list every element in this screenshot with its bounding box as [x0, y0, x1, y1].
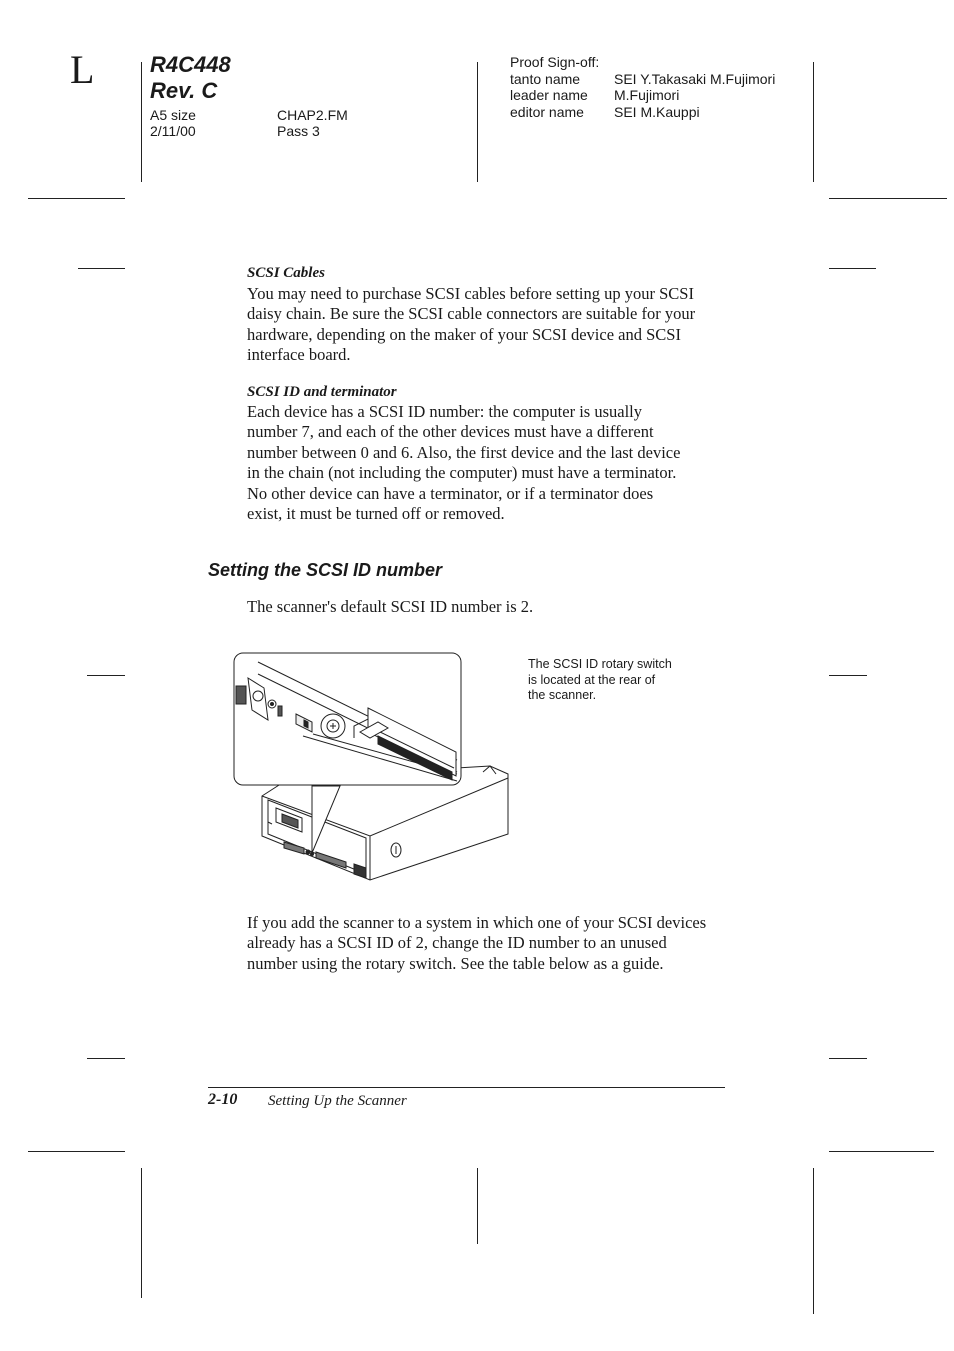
crop-mark-bottom-right-h: [829, 1151, 934, 1152]
doc-size: A5 size: [150, 107, 196, 123]
text-line: You may need to purchase SCSI cables before setting up your SCSI: [247, 284, 694, 303]
doc-code-line2: Rev. C: [150, 78, 218, 103]
proof-row-tanto: [510, 71, 775, 87]
caption-line: The SCSI ID rotary switch: [528, 657, 672, 671]
text-line: in the chain (not including the computer) must have a terminator.: [247, 463, 677, 483]
corner-letter: L: [70, 47, 95, 92]
text-line: If you add the scanner to a system in which one of your SCSI devices: [247, 913, 707, 932]
text-line: Each device has a SCSI ID number: the computer is usually: [247, 402, 642, 421]
text-line: number using the rotary switch. See the table below as a guide.: [247, 953, 664, 973]
crop-mark-bottom-center-v: [477, 1168, 478, 1244]
text-line: already has a SCSI ID of 2, change the ID number to an unused: [247, 933, 667, 953]
paragraph-scsi-id: [247, 402, 727, 524]
proof-label: leader name: [510, 87, 588, 103]
figure-caption: [528, 657, 688, 704]
trim-mark-left-2: [87, 675, 125, 676]
proof-label: tanto name: [510, 71, 581, 87]
proof-label: editor name: [510, 104, 584, 120]
crop-mark-top-right-v: [813, 62, 814, 182]
proof-value: SEI Y.Takasaki M.Fujimori: [614, 71, 776, 87]
proof-row-leader: [510, 87, 679, 103]
page-number: 2-10: [208, 1091, 238, 1108]
trim-mark-right-1: [829, 268, 876, 269]
subheading-scsi-id: SCSI ID and terminator: [247, 384, 397, 400]
chapter-title: Setting Up the Scanner: [268, 1093, 407, 1109]
doc-code: [150, 52, 231, 104]
crop-mark-bottom-left-v: [141, 1168, 142, 1298]
crop-mark-top-left-h: [28, 198, 125, 199]
text-line: hardware, depending on the maker of your SCSI device and SCSI: [247, 324, 681, 344]
doc-file: CHAP2.FM: [277, 107, 348, 123]
caption-line: is located at the rear of: [528, 672, 656, 687]
text-line: number 7, and each of the other devices must have a different: [247, 422, 654, 442]
crop-mark-top-right-h: [829, 198, 947, 199]
text-line: interface board.: [247, 345, 351, 365]
doc-date: 2/11/00: [150, 123, 196, 139]
caption-line: the scanner.: [528, 688, 597, 702]
trim-mark-left-3: [87, 1058, 125, 1059]
text-line: exist, it must be turned off or removed.: [247, 504, 505, 524]
crop-mark-top-center-v: [477, 62, 478, 182]
scanner-rear-illustration: [228, 648, 518, 884]
paragraph-change-id: [247, 913, 727, 974]
paragraph-scsi-cables: [247, 284, 727, 366]
doc-pass: Pass 3: [277, 123, 320, 139]
footer-rule: [208, 1087, 725, 1088]
section-title: Setting the SCSI ID number: [208, 560, 443, 580]
text-line: No other device can have a terminator, or if a terminator does: [247, 483, 654, 503]
text-line: number between 0 and 6. Also, the first device and the last device: [247, 442, 681, 462]
proof-value: M.Fujimori: [614, 87, 680, 103]
subheading-scsi-cables: SCSI Cables: [247, 265, 325, 281]
proof-row-editor: [510, 104, 700, 120]
trim-mark-right-3: [829, 1058, 867, 1059]
crop-mark-top-left-v: [141, 62, 142, 182]
trim-mark-right-2: [829, 675, 867, 676]
crop-mark-bottom-right-v: [813, 1168, 814, 1314]
trim-mark-left-1: [78, 268, 125, 269]
default-id-text: The scanner's default SCSI ID number is 2.: [247, 597, 534, 616]
text-line: daisy chain. Be sure the SCSI cable connectors are suitable for your: [247, 304, 696, 324]
proof-title: Proof Sign-off:: [510, 54, 600, 70]
doc-code-line1: R4C448: [150, 52, 231, 77]
proof-value: SEI M.Kauppi: [614, 104, 700, 120]
crop-mark-bottom-left-h: [28, 1151, 125, 1152]
